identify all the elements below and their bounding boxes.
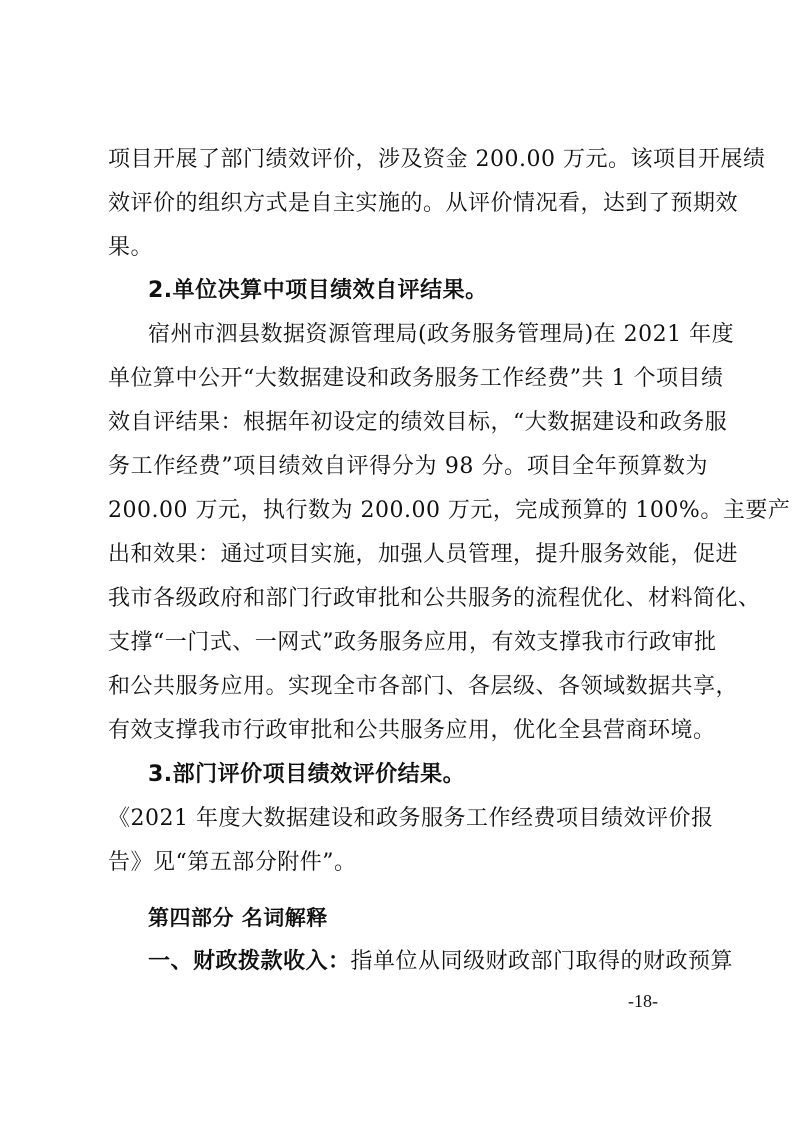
paragraph-line: 《2021 年度大数据建设和政务服务工作经费项目绩效评价报 bbox=[108, 806, 714, 831]
paragraph-line: 果。 bbox=[108, 235, 154, 260]
definition-text: 指单位从同级财政部门取得的财政预算 bbox=[350, 949, 734, 974]
paragraph-line: 我市各级政府和部门行政审批和公共服务的流程优化、材料简化、 bbox=[108, 586, 761, 611]
section-title: 3.部门评价项目绩效评价结果。 bbox=[148, 762, 466, 787]
page-number: -18- bbox=[628, 991, 658, 1011]
definition-term: 一、财政拨款收入： bbox=[148, 949, 351, 974]
part-heading: 第四部分 名词解释 bbox=[148, 906, 328, 930]
paragraph-line: 效自评结果：根据年初设定的绩效目标，“大数据建设和政务服 bbox=[108, 410, 728, 435]
paragraph-line: 单位算中公开“大数据建设和政务服务工作经费”共 1 个项目绩 bbox=[108, 366, 724, 391]
paragraph-line: 务工作经费”项目绩效自评得分为 98 分。项目全年预算数为 bbox=[108, 454, 708, 479]
paragraph-line: 支撑“一门式、一网式”政务服务应用，有效支撑我市行政审批 bbox=[108, 630, 717, 655]
paragraph-line: 有效支撑我市行政审批和公共服务应用，优化全县营商环境。 bbox=[108, 718, 716, 743]
definition-line bbox=[148, 948, 734, 976]
paragraph-line: 项目开展了部门绩效评价，涉及资金 200.00 万元。该项目开展绩 bbox=[108, 147, 766, 172]
paragraph-line: 告》见“第五部分附件”。 bbox=[108, 850, 357, 875]
paragraph-line: 和公共服务应用。实现全市各部门、各层级、各领域数据共享， bbox=[108, 674, 739, 699]
paragraph-line: 效评价的组织方式是自主实施的。从评价情况看，达到了预期效 bbox=[108, 191, 739, 216]
paragraph-line: 宿州市泗县数据资源管理局(政务服务管理局)在 2021 年度 bbox=[148, 322, 735, 347]
paragraph-line: 200.00 万元，执行数为 200.00 万元，完成预算的 100%。主要产 bbox=[108, 498, 791, 523]
section-title: 2.单位决算中项目绩效自评结果。 bbox=[148, 278, 488, 303]
paragraph-line: 出和效果：通过项目实施，加强人员管理，提升服务效能，促进 bbox=[108, 542, 739, 567]
